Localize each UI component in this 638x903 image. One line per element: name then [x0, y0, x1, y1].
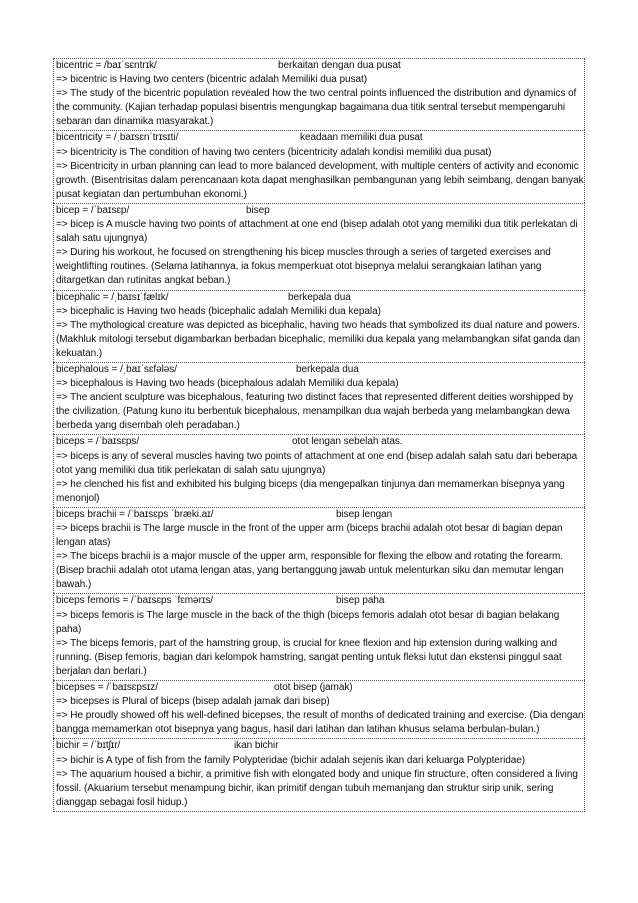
entry-meaning: ikan bichir [234, 740, 279, 752]
entry-example: => he clenched his fist and exhibited his bulging biceps (dia mengepalkan tinjunya dan memamerkan bisepnya yang menonjol) [56, 478, 565, 504]
entry-headword: biceps = /ˈbaɪsɛps/ [56, 436, 140, 448]
entry-definition: => bicentric is Having two centers (bicentric adalah Memiliki dua pusat) [56, 74, 367, 86]
entry-example: => The ancient sculpture was bicephalous, featuring two distinct faces that represented different deities worshipped by the civilization. (Patung kuno itu berbentuk bicephalous, menampilkan dua wajah berbeda yang melambangkan dewa berbeda yang disembah oleh peradaban.) [56, 392, 574, 432]
entry-example: => The biceps brachii is a major muscle of the upper arm, responsible for flexing the elbow and rotating the forearm. (Bisep brachii adalah otot utama lengan atas, yang bertanggung jawab untuk melenturkan siku dan memutar lengan bawah.) [56, 551, 564, 591]
entry-example: => The biceps femoris, part of the hamstring group, is crucial for knee flexion and hip extension during walking and running. (Bisep femoris, bagian dari kelompok hamstring, sangat penting untuk fleksi lutut dan ekstensi pinggul saat berjalan dan berlari.) [56, 637, 562, 677]
dictionary-entry [53, 58, 585, 130]
entry-meaning: keadaan memiliki dua pusat [300, 132, 423, 144]
entry-header [56, 739, 584, 753]
entry-headword: bichir = /ˈbɪtʃɪr/ [56, 740, 121, 752]
dictionary-page [53, 58, 585, 812]
entry-definition: => biceps is any of several muscles having two points of attachment at one end (bisep adalah salah satu dari beberapa otot yang memiliki dua titik perlekatan di salah satu ujungnya) [56, 450, 578, 476]
entry-meaning: bisep paha [336, 595, 385, 607]
entry-definition: => bicepses is Plural of biceps (bisep adalah jamak dari bisep) [56, 696, 330, 708]
dictionary-entry [53, 362, 585, 434]
entry-definition: => biceps femoris is The large muscle in the back of the thigh (biceps femoris adalah otot besar di bagian belakang paha) [56, 609, 560, 635]
entry-headword: biceps brachii = /ˈbaɪsɛps ˈbræki.aɪ/ [56, 508, 214, 520]
entry-header [56, 435, 584, 449]
entry-header [56, 291, 584, 305]
entry-meaning: berkepala dua [296, 363, 359, 375]
dictionary-entry [53, 203, 585, 290]
entry-header [56, 204, 584, 218]
entry-example: => Bicentricity in urban planning can lead to more balanced development, with multiple centers of activity and economic growth. (Bisentrisitas dalam perencanaan kota dapat menghasilkan pembangunan yang lebih seimbang, dengan banyak pusat kegiatan dan pertumbuhan ekonomi.) [56, 160, 584, 200]
entry-meaning: berkaitan dengan dua pusat [278, 60, 401, 71]
entry-meaning: bisep lengan [336, 508, 393, 520]
dictionary-entry [53, 434, 585, 506]
entry-meaning: bisep [246, 204, 270, 216]
entry-example: => The mythological creature was depicted as bicephalic, having two heads that symbolized its dual nature and powers. (Makhluk mitologi tersebut digambarkan berbadan bicephalic, memiliki dua kepala yang melambangkan sifat ganda dan kekuatan.) [56, 319, 581, 359]
entry-definition: => bichir is A type of fish from the family Polypteridae (bichir adalah sejenis ikan dari keluarga Polypteridae) [56, 754, 526, 766]
entry-headword: bicentricity = /ˌbaɪsɛnˈtrɪsɪti/ [56, 132, 179, 144]
entry-meaning: berkepala dua [288, 291, 351, 303]
dictionary-entry [53, 290, 585, 362]
entry-definition: => bicephalous is Having two heads (bicephalous adalah Memiliki dua kepala) [56, 378, 399, 390]
dictionary-entry [53, 507, 585, 594]
dictionary-entry [53, 130, 585, 202]
entry-headword: bicentric = /baɪˈsɛntrɪk/ [56, 60, 157, 71]
entry-definition: => bicephalic is Having two heads (bicephalic adalah Memiliki dua kepala) [56, 305, 381, 317]
entry-definition: => bicentricity is The condition of having two centers (bicentricity adalah kondisi memiliki dua pusat) [56, 146, 492, 158]
entry-example: => He proudly showed off his well-defined bicepses, the result of months of dedicated training and exercise. (Dia dengan bangga memamerkan otot bisepnya yang bagus, hasil dari latihan dan latihan khusus selama berbulan-bulan.) [56, 710, 584, 736]
entry-headword: bicephalous = /ˌbaɪˈsɛfələs/ [56, 363, 177, 375]
entry-header [56, 681, 584, 695]
entry-example: => The aquarium housed a bichir, a primitive fish with elongated body and unique fin structure, often considered a living fossil. (Akuarium tersebut menampung bichir, ikan primitif dengan tubuh memanjang dan struktur sirip unik, sering dianggap sebagai fosil hidup.) [56, 768, 578, 808]
entry-headword: biceps femoris = /ˈbaɪsɛps ˈfɛmərɪs/ [56, 595, 214, 607]
entry-header [56, 59, 584, 73]
entry-header [56, 131, 584, 145]
entry-headword: bicep = /ˈbaɪsɛp/ [56, 204, 130, 216]
entry-example: => During his workout, he focused on strengthening his bicep muscles through a series of targeted exercises and weightlifting routines. (Selama latihannya, ia fokus memperkuat otot bisepnya melalui serangkaian latihan yang ditargetkan dan rutinitas angkat beban.) [56, 247, 551, 287]
entry-meaning: otot bisep (jamak) [274, 682, 353, 694]
entry-header [56, 594, 584, 608]
entry-example: => The study of the bicentric population revealed how the two central points influenced the distribution and dynamics of the community. (Kajian terhadap populasi bisentris mengungkap bagaimana dua titik sentral tersebut mempengaruhi sebaran dan dinamika masyarakat.) [56, 88, 577, 128]
entry-header [56, 363, 584, 377]
entry-definition: => biceps brachii is The large muscle in the front of the upper arm (biceps brachii adalah otot besar di bagian depan lengan atas) [56, 523, 563, 549]
dictionary-entry [53, 680, 585, 738]
entry-headword: bicepses = /ˈbaɪsɛpsɪz/ [56, 682, 158, 694]
entry-definition: => bicep is A muscle having two points of attachment at one end (bisep adalah otot yang memiliki dua titik perlekatan di salah satu ujungnya) [56, 219, 578, 245]
entry-headword: bicephalic = /ˌbaɪsɪˈfælɪk/ [56, 291, 169, 303]
entry-header [56, 508, 584, 522]
dictionary-entry [53, 593, 585, 680]
dictionary-entry [53, 738, 585, 811]
entry-meaning: otot lengan sebelah atas. [292, 436, 403, 448]
